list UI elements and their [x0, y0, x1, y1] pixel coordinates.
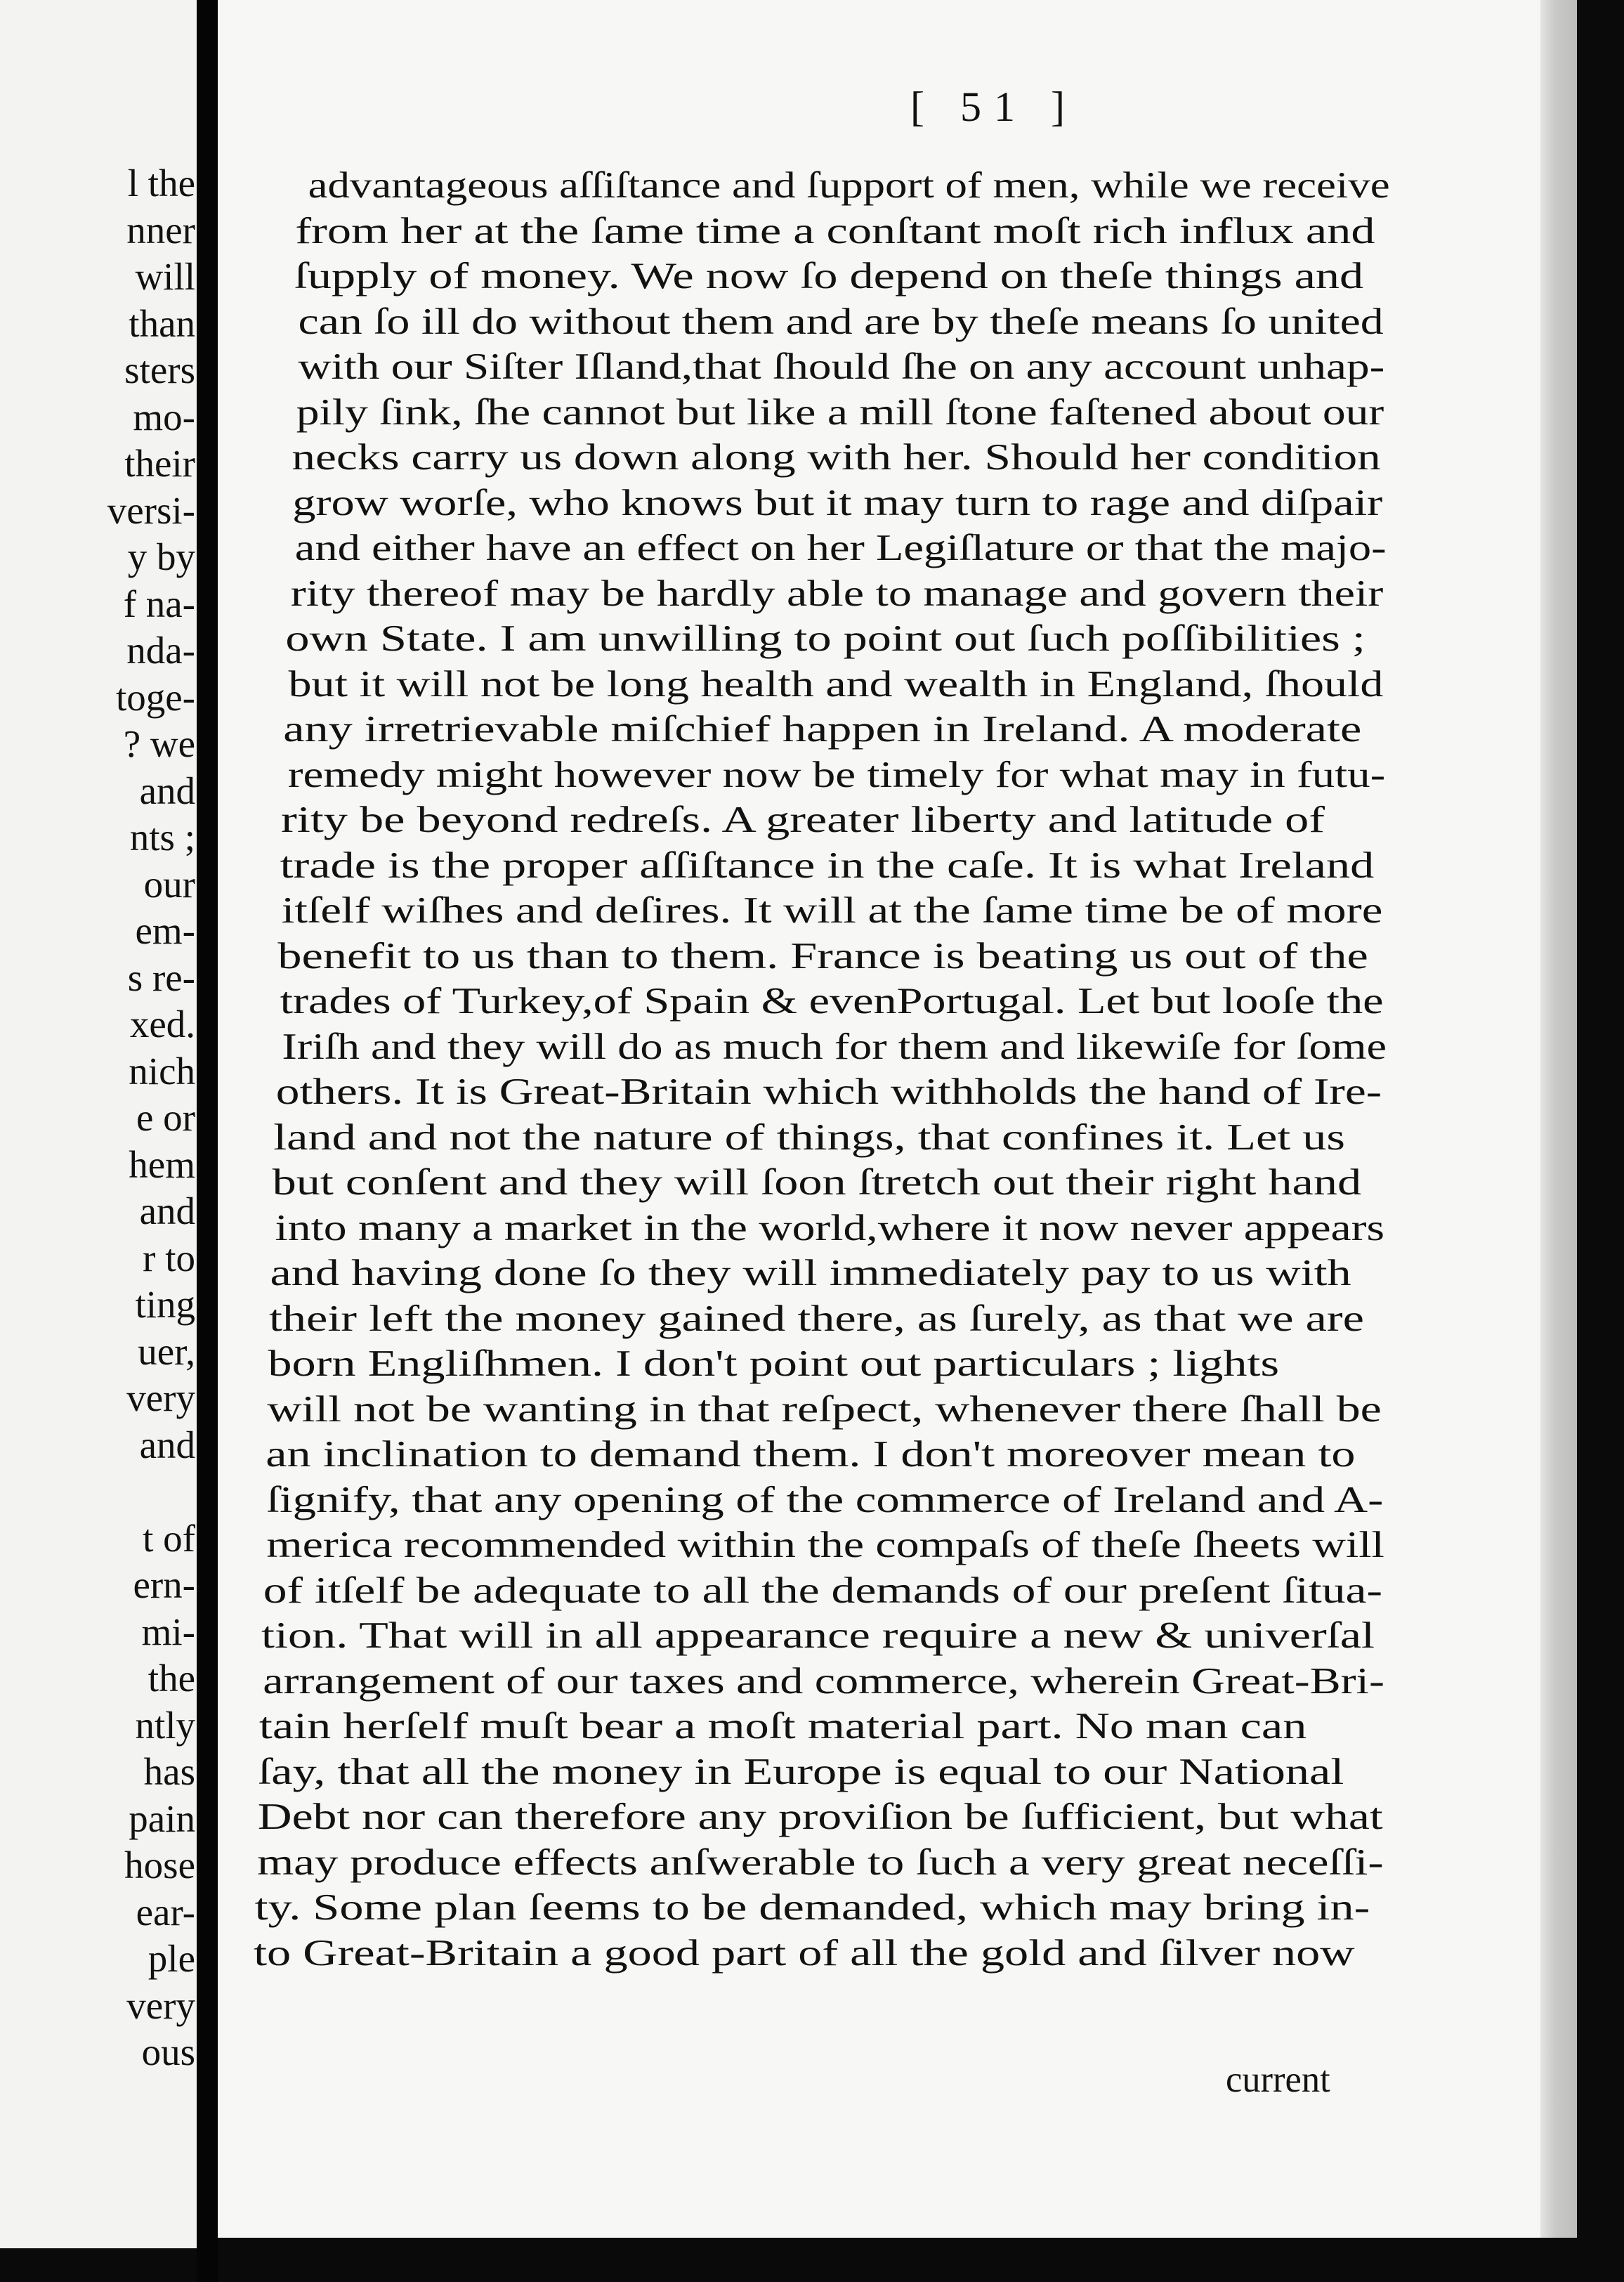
previous-page-line-fragment: versi-	[107, 488, 195, 532]
text-line: land and not the nature of things, that confines it. Let us	[273, 1116, 1346, 1158]
text-line: may produce effects anſwerable to ſuch a very great neceſſi-	[257, 1841, 1384, 1883]
book-gutter	[197, 0, 218, 2282]
text-line: benefit to us than to them. France is beating us out of the	[277, 935, 1368, 977]
previous-page-line-fragment: r to	[143, 1236, 195, 1279]
previous-page-line-fragment: mo-	[133, 395, 195, 438]
catchword: current	[1226, 2059, 1330, 2100]
text-line: an inclination to demand them. I don't moreover mean to	[266, 1434, 1356, 1475]
page-number: [ 51 ]	[910, 84, 1078, 130]
previous-page-line-fragment: ple	[148, 1937, 195, 1980]
text-line: others. It is Great-Britain which withholds the hand of Ire-	[275, 1071, 1382, 1112]
previous-page-line-fragment: ? we	[123, 722, 195, 765]
previous-page-line-fragment: their	[124, 442, 195, 485]
previous-page-line-fragment: ting	[135, 1283, 195, 1326]
text-line: pily ſink, ſhe cannot but like a mill ſtone faſtened about our	[296, 391, 1384, 433]
previous-page-line-fragment: ear-	[136, 1890, 195, 1934]
previous-page-line-fragment: our	[143, 862, 195, 906]
text-line: tion. That will in all appearance require a new & univerſal	[261, 1615, 1375, 1656]
text-line: ſay, that all the money in Europe is equal to our National	[258, 1751, 1344, 1792]
text-line: any irretrievable miſchief happen in Ireland. A moderate	[283, 709, 1362, 750]
previous-page-line-fragment: and	[139, 1189, 195, 1232]
previous-page-line-fragment: xed.	[129, 1003, 195, 1045]
book-page	[218, 0, 1577, 2238]
previous-page-line-fragment: than	[129, 301, 195, 345]
text-line: merica recommended within the compaſs of theſe ſheets will	[266, 1525, 1384, 1565]
text-line: their left the money gained there, as ſurely, as that we are	[268, 1298, 1364, 1339]
text-line: grow worſe, who knows but it may turn to rage and diſpair	[292, 482, 1383, 523]
text-line: and having done ſo they will immediately pay to us with	[270, 1253, 1351, 1293]
previous-page-fragment	[0, 0, 197, 2248]
text-line: arrangement of our taxes and commerce, wherein Great-Bri-	[263, 1660, 1384, 1702]
previous-page-line-fragment: s re-	[127, 956, 195, 999]
page-body-text	[218, 163, 1510, 1976]
text-line: Debt nor can therefore any proviſion be ſufficient, but what	[257, 1797, 1383, 1837]
previous-page-line-fragment: em-	[135, 909, 195, 952]
text-line: to Great-Britain a good part of all the gold and ſilver now	[254, 1932, 1355, 1974]
text-line: into many a market in the world,where it now never appears	[275, 1207, 1385, 1248]
previous-page-line-fragment: sters	[124, 348, 195, 391]
previous-page-line-fragment: nts ;	[129, 816, 195, 859]
previous-page-line-fragment: very	[126, 1983, 195, 2027]
previous-page-line-fragment: nich	[129, 1049, 195, 1093]
previous-page-line-fragment	[6, 1468, 195, 1515]
text-line: but conſent and they will ſoon ſtretch out their right hand	[272, 1162, 1362, 1203]
previous-page-line-fragment: ntly	[135, 1703, 195, 1747]
previous-page-line-fragment: t of	[143, 1516, 195, 1560]
previous-page-line-fragment: very	[126, 1376, 195, 1419]
text-line: advantageous aſſiſtance and ſupport of men, while we receive	[308, 165, 1390, 206]
previous-page-line-fragment: will	[135, 255, 195, 298]
text-line: but it will not be long health and wealth in England, ſhould	[288, 663, 1384, 705]
previous-page-line-fragment: ous	[141, 2030, 195, 2073]
text-line: from her at the ſame time a conſtant moſt rich influx and	[295, 210, 1375, 252]
previous-page-line-fragment: pain	[129, 1797, 195, 1840]
previous-page-line-fragment: nda-	[126, 629, 195, 672]
previous-page-line-fragment: the	[148, 1657, 195, 1700]
previous-page-line-fragment: f na-	[123, 582, 195, 625]
previous-page-line-fragment: and	[139, 769, 195, 812]
previous-page-line-fragment: hem	[129, 1142, 195, 1186]
text-line: with our Siſter Iſland,that ſhould ſhe on any account unhap-	[298, 346, 1385, 387]
text-line: remedy might however now be timely for what may in futu-	[287, 754, 1386, 795]
text-line: tain herſelf muſt bear a moſt material part. No man can	[258, 1706, 1307, 1747]
text-line: rity thereof may be hardly able to manage and govern their	[290, 573, 1384, 614]
text-line: ſupply of money. We now ſo depend on theſe things and	[294, 256, 1364, 296]
previous-page-line-endings	[6, 160, 195, 2076]
previous-page-line-fragment: y by	[127, 535, 195, 578]
text-line: necks carry us down along with her. Should her condition	[292, 437, 1381, 478]
text-line: born Engliſhmen. I don't point out particulars ; lights	[268, 1343, 1280, 1384]
text-line: Iriſh and they will do as much for them and likewiſe for ſome	[282, 1026, 1387, 1067]
previous-page-line-fragment: and	[139, 1423, 195, 1466]
previous-page-line-fragment: ern-	[133, 1563, 195, 1606]
text-line: and either have an effect on her Legiſlature or that the majo-	[294, 528, 1387, 568]
text-line: trade is the proper aſſiſtance in the caſe. It is what Ireland	[280, 845, 1375, 886]
text-line: own State. I am unwilling to point out ſuch poſſibilities ;	[285, 618, 1366, 659]
previous-page-line-fragment: nner	[126, 208, 195, 252]
previous-page-line-fragment: toge-	[115, 675, 195, 719]
previous-page-line-fragment: mi-	[141, 1610, 195, 1653]
text-line: ſignify, that any opening of the commerce of Ireland and A-	[266, 1479, 1384, 1520]
previous-page-line-fragment: e or	[136, 1096, 195, 1139]
text-line: trades of Turkey,of Spain & evenPortugal. Let but looſe the	[280, 981, 1384, 1022]
previous-page-line-fragment: has	[143, 1750, 195, 1793]
previous-page-line-fragment: uer,	[138, 1329, 195, 1373]
text-line: itſelf wiſhes and deſires. It will at the ſame time be of more	[281, 890, 1383, 931]
previous-page-line-fragment: hose	[124, 1844, 195, 1886]
text-line: ty. Some plan ſeems to be demanded, which may bring in-	[254, 1887, 1370, 1928]
text-line: can ſo ill do without them and are by theſe means ſo united	[298, 301, 1384, 342]
previous-page-line-fragment: l the	[127, 162, 195, 204]
page-edge-shadow	[1540, 0, 1577, 2238]
text-line: will not be wanting in that reſpect, whenever there ſhall be	[267, 1388, 1382, 1430]
text-line: of itſelf be adequate to all the demands of our preſent ſitua-	[263, 1570, 1383, 1611]
text-line: rity be beyond redreſs. A greater liberty and latitude of	[281, 800, 1325, 840]
